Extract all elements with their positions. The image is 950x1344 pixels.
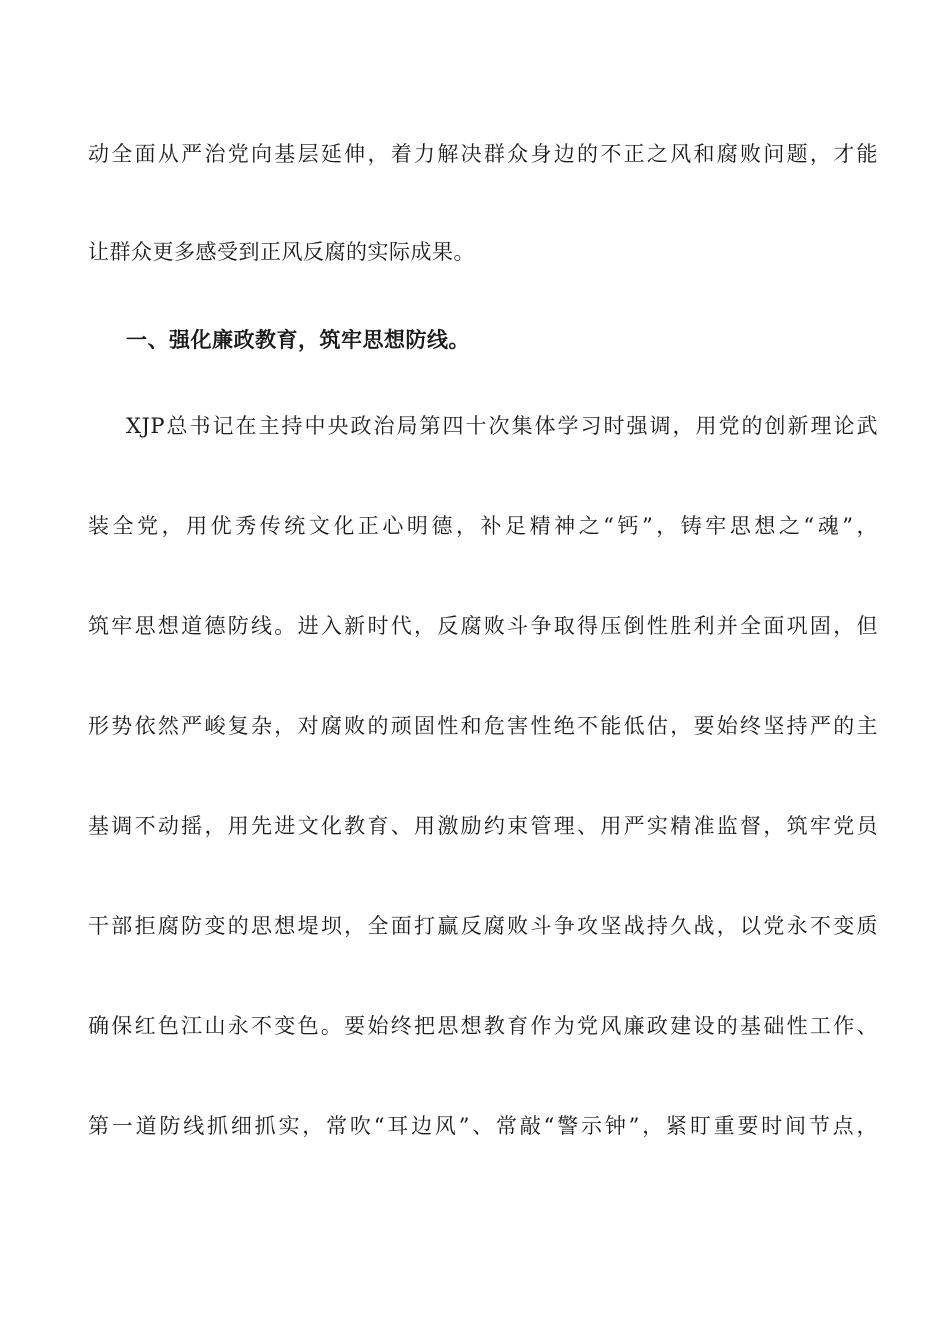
section-line-4: 形势依然严峻复杂，对腐败的顽固性和危害性绝不能低估，要始终坚持严的主 — [88, 714, 878, 738]
section-line-6: 干部拒腐防变的思想堤坝，全面打赢反腐败斗争攻坚战持久战，以党永不变质 — [88, 914, 878, 938]
section-line-7: 确保红色江山永不变色。要始终把思想教育作为党风廉政建设的基础性工作、 — [88, 1014, 878, 1038]
section-line-1: XJP总书记在主持中央政治局第四十次集体学习时强调，用党的创新理论武 — [126, 414, 878, 438]
section-line-2: 装全党，用优秀传统文化正心明德，补足精神之“钙”，铸牢思想之“魂”， — [88, 514, 878, 538]
paragraph-line-1: 动全面从严治党向基层延伸，着力解决群众身边的不正之风和腐败问题，才能 — [88, 142, 878, 166]
section-heading: 一、强化廉政教育，筑牢思想防线。 — [126, 327, 470, 352]
section-line-3: 筑牢思想道德防线。进入新时代，反腐败斗争取得压倒性胜利并全面巩固，但 — [88, 614, 878, 638]
section-line-5: 基调不动摇，用先进文化教育、用激励约束管理、用严实精准监督，筑牢党员 — [88, 814, 878, 838]
paragraph-line-2: 让群众更多感受到正风反腐的实际成果。 — [88, 240, 475, 264]
section-line-8: 第一道防线抓细抓实，常吹“耳边风”、常敲“警示钟”，紧盯重要时间节点， — [88, 1114, 878, 1138]
